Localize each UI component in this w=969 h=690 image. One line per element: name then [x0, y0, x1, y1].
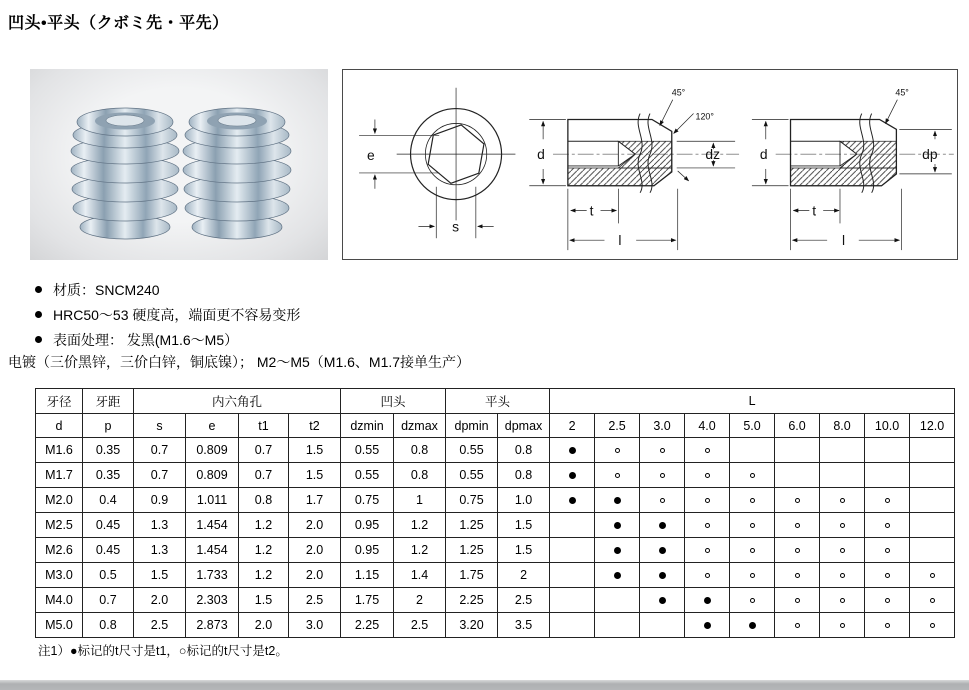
table-cell: 1.5: [134, 563, 186, 588]
flat-d-dim-label: d: [759, 146, 768, 163]
table-cell: 0.4: [83, 488, 134, 513]
table-row: [36, 513, 955, 538]
availability-cell: [685, 513, 730, 538]
open-dot-icon: [750, 498, 755, 503]
table-cell: M5.0: [36, 613, 83, 638]
column-header: 2: [550, 414, 595, 438]
table-cell: 2: [498, 563, 550, 588]
table-cell: 1.454: [186, 538, 239, 563]
filled-dot-icon: [659, 547, 666, 554]
cup-dz-dim-label: dz: [705, 146, 721, 163]
availability-cell: [775, 538, 820, 563]
open-dot-icon: [660, 473, 665, 478]
filled-dot-icon: [749, 622, 756, 629]
table-cell: M2.0: [36, 488, 83, 513]
availability-cell: [910, 488, 955, 513]
table-cell: 0.35: [83, 438, 134, 463]
filled-dot-icon: [569, 497, 576, 504]
table-cell: 0.55: [446, 463, 498, 488]
availability-cell: [550, 563, 595, 588]
table-cell: 1.5: [239, 588, 289, 613]
table-cell: 1.2: [239, 538, 289, 563]
availability-cell: [640, 488, 685, 513]
bullet-item: [30, 302, 300, 327]
table-cell: 3.5: [498, 613, 550, 638]
availability-cell: [910, 513, 955, 538]
open-dot-icon: [885, 598, 890, 603]
open-dot-icon: [840, 623, 845, 628]
open-dot-icon: [795, 548, 800, 553]
table-cell: 0.45: [83, 513, 134, 538]
availability-cell: [820, 463, 865, 488]
table-cell: 1.2: [394, 538, 446, 563]
open-dot-icon: [795, 573, 800, 578]
open-dot-icon: [885, 623, 890, 628]
column-header: 6.0: [775, 414, 820, 438]
dimension-diagram: [343, 70, 957, 259]
table-cell: 2.5: [498, 588, 550, 613]
table-cell: 1.454: [186, 513, 239, 538]
table-cell: 2.0: [289, 563, 341, 588]
bullet-text: 材质：SNCM240: [53, 281, 160, 298]
availability-cell: [730, 613, 775, 638]
availability-cell: [730, 513, 775, 538]
availability-cell: [685, 588, 730, 613]
flat-point-view: [752, 100, 954, 250]
table-cell: 2: [394, 588, 446, 613]
table-cell: 2.873: [186, 613, 239, 638]
availability-cell: [550, 438, 595, 463]
availability-cell: [730, 438, 775, 463]
filled-dot-icon: [614, 547, 621, 554]
availability-cell: [820, 613, 865, 638]
col-group-hex-socket: 内六角孔: [134, 389, 341, 414]
availability-cell: [730, 563, 775, 588]
open-dot-icon: [750, 548, 755, 553]
table-cell: 0.95: [341, 513, 394, 538]
bullet-icon: [35, 336, 42, 343]
availability-cell: [685, 488, 730, 513]
table-cell: 0.7: [239, 438, 289, 463]
table-cell: 0.35: [83, 463, 134, 488]
open-dot-icon: [795, 623, 800, 628]
filled-dot-icon: [659, 522, 666, 529]
footnote: 注1）●标记的t尺寸是t1，○标记的t尺寸是t2。: [38, 644, 288, 658]
availability-cell: [910, 463, 955, 488]
table-cell: 2.0: [134, 588, 186, 613]
column-header: t1: [239, 414, 289, 438]
availability-cell: [820, 513, 865, 538]
table-cell: 0.45: [83, 538, 134, 563]
open-dot-icon: [840, 573, 845, 578]
open-dot-icon: [840, 523, 845, 528]
availability-cell: [865, 563, 910, 588]
availability-cell: [595, 588, 640, 613]
availability-cell: [910, 613, 955, 638]
cup-cone-angle-label: 120°: [695, 111, 714, 122]
filled-dot-icon: [704, 622, 711, 629]
filled-dot-icon: [614, 522, 621, 529]
availability-cell: [865, 538, 910, 563]
availability-cell: [730, 588, 775, 613]
table-row: [36, 463, 955, 488]
availability-cell: [595, 563, 640, 588]
availability-cell: [820, 438, 865, 463]
availability-cell: [820, 563, 865, 588]
availability-cell: [640, 563, 685, 588]
column-header: 12.0: [910, 414, 955, 438]
bullet-text: HRC50～53 硬度高，端面更不容易变形: [53, 306, 301, 323]
open-dot-icon: [885, 573, 890, 578]
table-cell: 0.9: [134, 488, 186, 513]
availability-cell: [640, 538, 685, 563]
column-header: dzmin: [341, 414, 394, 438]
spec-table: [35, 388, 955, 638]
open-dot-icon: [840, 498, 845, 503]
filled-dot-icon: [614, 572, 621, 579]
e-dim-label: e: [366, 147, 375, 164]
availability-cell: [685, 613, 730, 638]
column-header: e: [186, 414, 239, 438]
table-sub-header-row: [36, 414, 955, 438]
filled-dot-icon: [614, 497, 621, 504]
availability-cell: [685, 563, 730, 588]
availability-cell: [550, 613, 595, 638]
availability-cell: [865, 513, 910, 538]
availability-cell: [775, 513, 820, 538]
table-cell: 1.5: [289, 463, 341, 488]
table-cell: 2.0: [289, 538, 341, 563]
open-dot-icon: [840, 598, 845, 603]
page-title: 凹头•平头（クボミ先・平先）: [8, 15, 229, 32]
availability-cell: [910, 538, 955, 563]
open-dot-icon: [885, 523, 890, 528]
table-cell: 0.55: [446, 438, 498, 463]
table-cell: 2.5: [394, 613, 446, 638]
availability-cell: [910, 438, 955, 463]
open-dot-icon: [885, 548, 890, 553]
open-dot-icon: [660, 448, 665, 453]
availability-cell: [685, 538, 730, 563]
availability-cell: [775, 488, 820, 513]
availability-cell: [910, 588, 955, 613]
table-cell: 0.8: [239, 488, 289, 513]
availability-cell: [595, 538, 640, 563]
availability-cell: [640, 438, 685, 463]
table-row: [36, 613, 955, 638]
cup-chamfer-angle-label: 45°: [671, 87, 686, 98]
column-header: dzmax: [394, 414, 446, 438]
open-dot-icon: [705, 498, 710, 503]
table-cell: 1: [394, 488, 446, 513]
open-dot-icon: [750, 598, 755, 603]
table-cell: 2.0: [289, 513, 341, 538]
availability-cell: [865, 463, 910, 488]
filled-dot-icon: [569, 447, 576, 454]
table-cell: 1.25: [446, 513, 498, 538]
availability-cell: [775, 438, 820, 463]
table-cell: 2.303: [186, 588, 239, 613]
column-header: d: [36, 414, 83, 438]
availability-cell: [775, 613, 820, 638]
open-dot-icon: [660, 498, 665, 503]
open-dot-icon: [930, 598, 935, 603]
col-group-cup-point: 凹头: [341, 389, 446, 414]
table-cell: 0.75: [341, 488, 394, 513]
product-photo: [30, 69, 328, 260]
availability-cell: [595, 438, 640, 463]
availability-cell: [865, 613, 910, 638]
col-group-flat-point: 平头: [446, 389, 550, 414]
open-dot-icon: [615, 473, 620, 478]
bullet-text: 表面处理： 发黑(M1.6～M5）: [53, 331, 239, 348]
open-dot-icon: [930, 573, 935, 578]
column-header: 10.0: [865, 414, 910, 438]
table-cell: 0.8: [394, 463, 446, 488]
open-dot-icon: [885, 498, 890, 503]
column-header: 3.0: [640, 414, 685, 438]
table-cell: 1.3: [134, 513, 186, 538]
availability-cell: [595, 513, 640, 538]
cup-point-view: [529, 100, 739, 250]
table-cell: 2.25: [341, 613, 394, 638]
open-dot-icon: [930, 623, 935, 628]
table-cell: 3.0: [289, 613, 341, 638]
set-screw-photo-illustration: [30, 69, 328, 260]
filled-dot-icon: [569, 472, 576, 479]
table-row: [36, 563, 955, 588]
table-cell: M3.0: [36, 563, 83, 588]
availability-cell: [730, 463, 775, 488]
availability-cell: [910, 563, 955, 588]
open-dot-icon: [705, 573, 710, 578]
table-cell: M4.0: [36, 588, 83, 613]
table-cell: 1.2: [239, 513, 289, 538]
table-cell: 1.733: [186, 563, 239, 588]
table-cell: 1.2: [394, 513, 446, 538]
table-cell: 0.55: [341, 438, 394, 463]
table-cell: 0.7: [239, 463, 289, 488]
plating-note: 电镀（三价黑锌，三价白锌，铜底镍）； M2～M5（M1.6、M1.7接单生产）: [8, 354, 471, 370]
table-cell: M2.5: [36, 513, 83, 538]
open-dot-icon: [705, 448, 710, 453]
open-dot-icon: [705, 523, 710, 528]
table-cell: 0.7: [134, 463, 186, 488]
technical-drawing-panel: [342, 69, 958, 260]
table-cell: 0.5: [83, 563, 134, 588]
availability-cell: [775, 588, 820, 613]
availability-cell: [820, 588, 865, 613]
col-group-pitch: 牙距: [83, 389, 134, 414]
open-dot-icon: [750, 473, 755, 478]
table-cell: M2.6: [36, 538, 83, 563]
bullet-icon: [35, 286, 42, 293]
cup-d-dim-label: d: [537, 146, 545, 163]
table-cell: 0.809: [186, 463, 239, 488]
column-header: s: [134, 414, 186, 438]
table-row: [36, 538, 955, 563]
availability-cell: [595, 463, 640, 488]
table-cell: 1.5: [498, 513, 550, 538]
bullet-icon: [35, 311, 42, 318]
column-header: t2: [289, 414, 341, 438]
front-view: [359, 88, 515, 238]
table-cell: 1.75: [341, 588, 394, 613]
open-dot-icon: [795, 523, 800, 528]
open-dot-icon: [705, 473, 710, 478]
table-row: [36, 438, 955, 463]
open-dot-icon: [795, 498, 800, 503]
availability-cell: [820, 538, 865, 563]
column-header: 2.5: [595, 414, 640, 438]
open-dot-icon: [705, 548, 710, 553]
table-cell: 1.011: [186, 488, 239, 513]
table-cell: 1.75: [446, 563, 498, 588]
cup-point-screw-left: [71, 108, 179, 239]
table-cell: 2.5: [289, 588, 341, 613]
cup-t-dim-label: t: [589, 202, 594, 219]
open-dot-icon: [750, 573, 755, 578]
table-cell: 0.809: [186, 438, 239, 463]
cup-point-screw-right: [183, 108, 291, 239]
filled-dot-icon: [659, 572, 666, 579]
table-cell: 1.2: [239, 563, 289, 588]
filled-dot-icon: [659, 597, 666, 604]
flat-t-dim-label: t: [812, 202, 817, 219]
col-group-thread-dia: 牙径: [36, 389, 83, 414]
availability-cell: [550, 588, 595, 613]
availability-cell: [550, 463, 595, 488]
flat-dp-dim-label: dp: [922, 146, 938, 163]
availability-cell: [820, 488, 865, 513]
s-dim-label: s: [452, 218, 460, 235]
col-group-length: L: [550, 389, 955, 414]
table-cell: 1.15: [341, 563, 394, 588]
flat-l-dim-label: l: [841, 232, 846, 249]
availability-cell: [685, 438, 730, 463]
table-cell: 1.0: [498, 488, 550, 513]
table-row: [36, 488, 955, 513]
table-cell: M1.6: [36, 438, 83, 463]
availability-cell: [550, 513, 595, 538]
table-cell: 1.5: [289, 438, 341, 463]
open-dot-icon: [840, 548, 845, 553]
table-cell: 0.95: [341, 538, 394, 563]
table-cell: 0.8: [83, 613, 134, 638]
availability-cell: [775, 563, 820, 588]
table-cell: 1.7: [289, 488, 341, 513]
table-group-header-row: [36, 389, 955, 414]
table-cell: 2.25: [446, 588, 498, 613]
bottom-divider-bar: [0, 680, 969, 690]
table-cell: 3.20: [446, 613, 498, 638]
column-header: p: [83, 414, 134, 438]
column-header: 5.0: [730, 414, 775, 438]
availability-cell: [595, 613, 640, 638]
table-cell: 2.5: [134, 613, 186, 638]
availability-cell: [640, 588, 685, 613]
availability-cell: [550, 488, 595, 513]
table-cell: 0.55: [341, 463, 394, 488]
table-cell: 0.75: [446, 488, 498, 513]
availability-cell: [775, 463, 820, 488]
column-header: dpmax: [498, 414, 550, 438]
table-cell: 1.3: [134, 538, 186, 563]
bullet-item: [30, 277, 300, 302]
table-cell: M1.7: [36, 463, 83, 488]
availability-cell: [640, 513, 685, 538]
open-dot-icon: [750, 523, 755, 528]
availability-cell: [550, 538, 595, 563]
table-cell: 0.8: [394, 438, 446, 463]
availability-cell: [865, 488, 910, 513]
table-row: [36, 588, 955, 613]
table-cell: 2.0: [239, 613, 289, 638]
availability-cell: [685, 463, 730, 488]
table-cell: 0.7: [83, 588, 134, 613]
column-header: dpmin: [446, 414, 498, 438]
table-cell: 1.25: [446, 538, 498, 563]
availability-cell: [865, 588, 910, 613]
table-cell: 0.8: [498, 463, 550, 488]
table-cell: 1.4: [394, 563, 446, 588]
column-header: 4.0: [685, 414, 730, 438]
availability-cell: [865, 438, 910, 463]
flat-chamfer-angle-label: 45°: [895, 87, 909, 98]
bullet-item: [30, 327, 300, 352]
availability-cell: [730, 488, 775, 513]
table-cell: 1.5: [498, 538, 550, 563]
availability-cell: [640, 613, 685, 638]
filled-dot-icon: [704, 597, 711, 604]
open-dot-icon: [615, 448, 620, 453]
table-cell: 0.8: [498, 438, 550, 463]
column-header: 8.0: [820, 414, 865, 438]
spec-bullet-list: [30, 277, 300, 352]
table-cell: 0.7: [134, 438, 186, 463]
spec-table-body: [36, 438, 955, 638]
availability-cell: [730, 538, 775, 563]
open-dot-icon: [795, 598, 800, 603]
cup-l-dim-label: l: [618, 232, 622, 249]
availability-cell: [595, 488, 640, 513]
availability-cell: [640, 463, 685, 488]
